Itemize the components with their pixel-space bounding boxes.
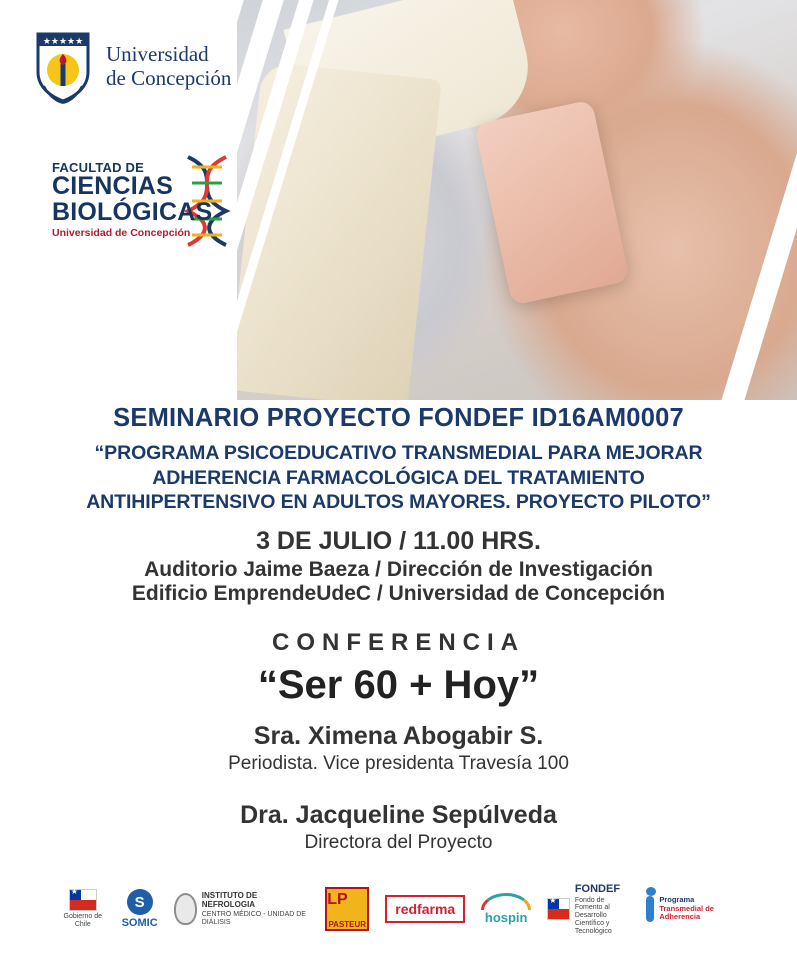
udec-shield-icon [32,28,94,104]
udec-line-1: Universidad [106,41,209,66]
fcb-line-2: CIENCIAS [52,172,174,201]
sponsor-caption: Fondo de Fomento al Desarrollo Científico y Tecnológico [574,896,612,935]
project-quote [0,441,797,515]
sponsor-label: INSTITUTO DE NEFROLOGIA [201,891,258,910]
sponsor-somic [122,889,158,929]
sponsor-label: hospin [484,910,528,925]
sponsor-caption: Transmedial de Adherencia [659,903,714,922]
project-quote-line-1: “PROGRAMA PSICOEDUCATIVO TRANSMEDIAL PARA MEJORAR [94,442,703,464]
sponsor-hospin [481,893,531,925]
sponsor-caption: Gobierno de Chile [63,913,103,928]
fcb-wordmark [52,161,212,239]
seminar-title: SEMINARIO PROYECTO FONDEF ID16AM0007 [113,404,684,432]
pasteur-logo-icon [325,887,369,931]
event-date-time: 3 DE JULIO / 11.00 HRS. [256,526,541,555]
speaker-name: Sra. Ximena Abogabir S. [253,722,544,751]
sponsor-fondef [547,883,630,935]
venue-line-2: Edificio EmprendeUdeC / Universidad de Concepción [131,582,666,606]
sponsor-label: SOMIC [121,917,158,929]
fcb-line-3: BIOLÓGICAS [52,197,213,226]
director-name: Dra. Jacqueline Sepúlveda [240,801,557,830]
facultad-ciencias-biologicas-logo [44,155,244,255]
conference-title: “Ser 60 + Hoy” [257,663,540,708]
director-role: Directora del Proyecto [304,832,493,854]
universidad-de-concepcion-logo [32,28,231,104]
chile-flag-icon [547,898,570,920]
somic-circle-icon: S [127,889,153,915]
poster-content [0,404,797,854]
sponsor-label: redfarma [385,895,465,923]
poster-header [0,0,797,400]
person-icon [646,896,654,922]
project-quote-line-2: ADHERENCIA FARMACOLÓGICA DEL TRATAMIENTO [152,466,645,489]
kidney-icon [174,893,197,925]
fcb-line-1: FACULTAD DE [52,160,144,175]
svg-text:★★★★★: ★★★★★ [42,37,84,47]
sponsor-programa-transmedial-de-adherencia [646,896,737,922]
udec-wordmark [106,42,231,90]
sponsor-label: Programa [659,895,695,905]
chile-flag-icon [69,889,97,911]
project-quote-line-3: ANTIHIPERTENSIVO EN ADULTOS MAYORES. PROYECTO PILOTO” [86,491,711,514]
sponsor-label: LP [327,891,348,908]
sponsor-caption: PASTEUR [328,920,367,929]
hospin-arc-icon [481,893,531,910]
udec-line-2: de Concepción [106,66,232,90]
venue-line-1: Auditorio Jaime Baeza / Dirección de Investigación [144,557,653,581]
sponsor-label: FONDEF [574,882,621,895]
speaker-role: Periodista. Vice presidenta Travesía 100 [228,753,569,775]
sponsor-caption: CENTRO MÉDICO - UNIDAD DE DIÁLISIS [201,911,306,926]
sponsor-laboratorio-pasteur [325,887,369,931]
sponsor-redfarma [385,895,465,923]
fcb-line-4: Universidad de Concepción [52,227,191,240]
event-venue [0,558,797,608]
sponsor-instituto-de-nefrologia [174,891,310,926]
sponsor-gobierno-de-chile [60,889,106,928]
conference-label: CONFERENCIA [271,629,525,657]
hero-photo [237,0,797,400]
sponsor-bar [0,874,797,944]
